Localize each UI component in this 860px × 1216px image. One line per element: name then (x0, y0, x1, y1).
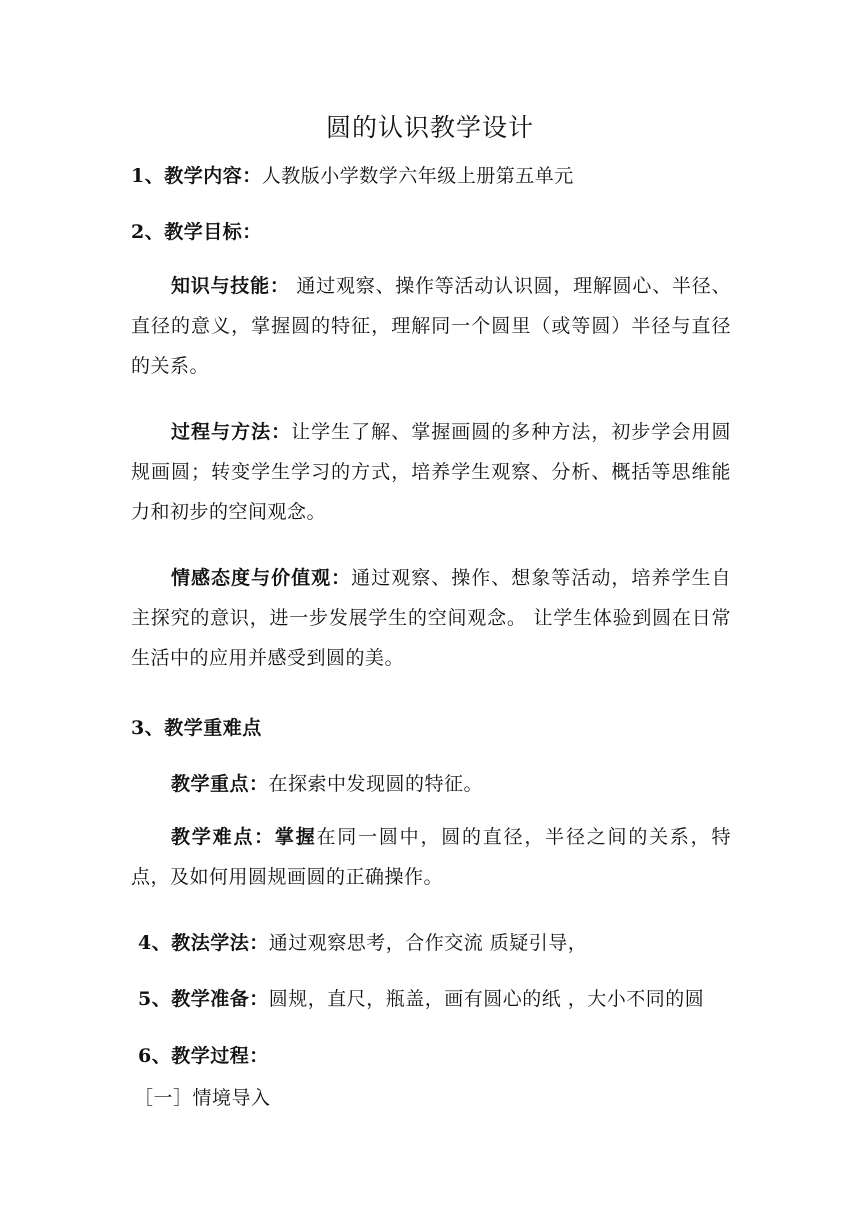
key-points-heading (131, 713, 262, 740)
methods-text: 通过观察思考，合作交流 质疑引导， (268, 932, 588, 954)
teaching-content-line (131, 161, 574, 188)
emotion-values-paragraph (131, 558, 731, 678)
key-point-text: 在探索中发现圆的特征。 (268, 773, 484, 795)
difficulty-paragraph (131, 817, 731, 897)
knowledge-skills-paragraph (131, 266, 731, 386)
procedure-step-1-text: ［一］情境导入 (134, 1087, 271, 1109)
preparation-line (138, 984, 704, 1011)
preparation-text: 圆规，直尺，瓶盖，画有圆心的纸 ，大小不同的圆 (268, 988, 705, 1010)
knowledge-skills-label: 知识与技能： (171, 275, 290, 297)
document-title: 圆的认识教学设计 (325, 113, 534, 142)
difficulty-label: 教学难点：掌握 (171, 826, 317, 848)
preparation-label: 5、教学准备： (138, 988, 269, 1010)
teaching-content-text: 人教版小学数学六年级上册第五单元 (261, 165, 574, 187)
procedure-step-1 (134, 1083, 271, 1110)
emotion-values-label: 情感态度与价值观： (171, 567, 352, 589)
procedure-label: 6、教学过程： (138, 1045, 269, 1067)
methods-label: 4、教法学法： (138, 932, 269, 954)
process-methods-label: 过程与方法： (171, 421, 292, 443)
methods-line (138, 928, 587, 955)
key-points-label: 3、教学重难点 (131, 717, 262, 739)
teaching-content-label: 1、教学内容： (131, 165, 262, 187)
knowledge-skills-text: 通过观察、操作等活动认识圆，理解圆心、半径、直径的意义，掌握圆的特征，理解同一个圆里（或等圆）半径与直径的关系。 (131, 275, 731, 377)
key-point-label: 教学重点： (171, 773, 269, 795)
objectives-heading (131, 217, 262, 244)
process-methods-paragraph (131, 412, 731, 532)
key-point-line (171, 769, 483, 796)
procedure-heading (138, 1041, 269, 1068)
objectives-label: 2、教学目标： (131, 221, 262, 243)
difficulty-text: 在同一圆中，圆的直径，半径之间的关系，特点，及如何用圆规画圆的正确操作。 (131, 826, 731, 888)
emotion-values-text: 通过观察、操作、想象等活动，培养学生自主探究的意识，进一步发展学生的空间观念。 让学生体验到圆在日常生活中的应用并感受到圆的美。 (131, 567, 731, 669)
process-methods-text: 让学生了解、掌握画圆的多种方法，初步学会用圆规画圆；转变学生学习的方式，培养学生观察、分析、概括等思维能力和初步的空间观念。 (131, 421, 731, 523)
